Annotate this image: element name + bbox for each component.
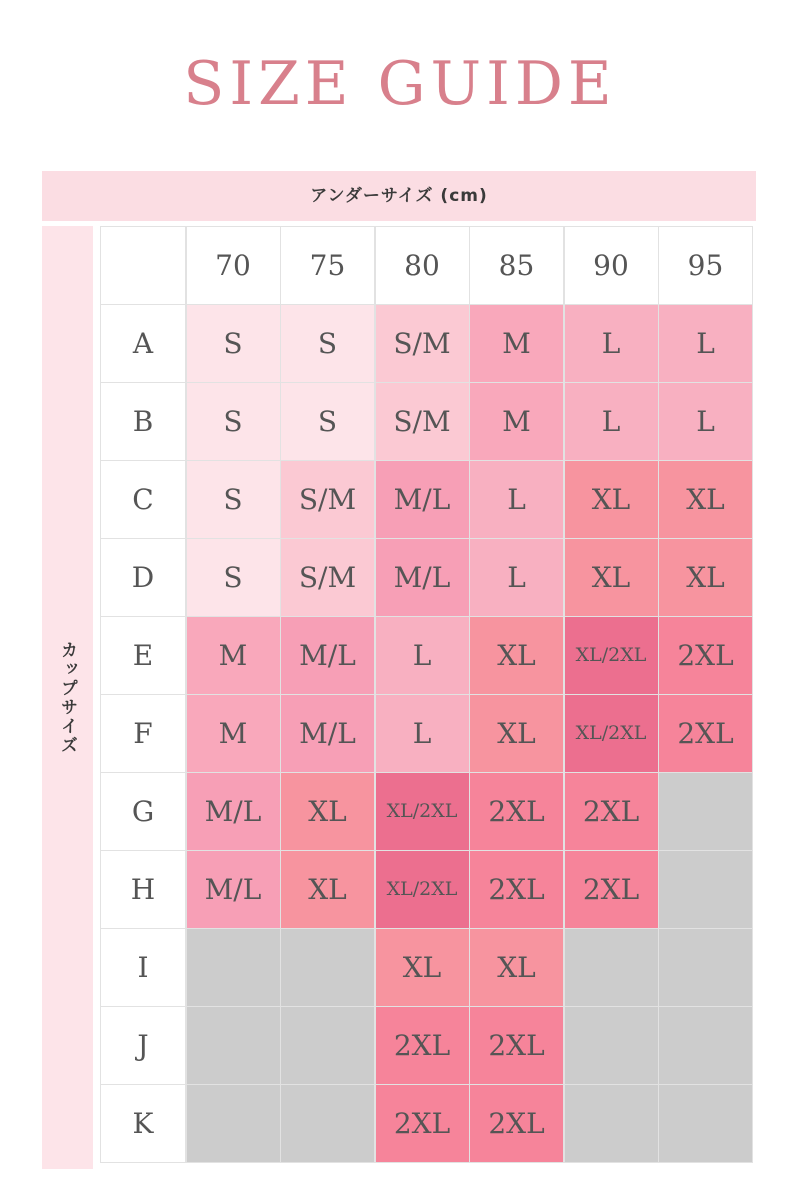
row-header-C: C	[101, 461, 185, 538]
under-size-header: アンダーサイズ (cm)	[42, 171, 756, 221]
size-cell: M/L	[281, 695, 374, 772]
column-header-90: 90	[565, 227, 658, 304]
empty-cell	[659, 773, 752, 850]
empty-cell	[187, 1085, 280, 1162]
size-cell: 2XL	[470, 851, 563, 928]
size-cell: 2XL	[659, 695, 752, 772]
size-cell: XL	[281, 773, 374, 850]
size-cell: L	[659, 383, 752, 460]
row-header-F: F	[101, 695, 185, 772]
size-cell: M/L	[281, 617, 374, 694]
empty-cell	[565, 1007, 658, 1084]
size-cell: XL	[376, 929, 469, 1006]
size-cell: XL/2XL	[376, 773, 469, 850]
size-cell: L	[470, 461, 563, 538]
empty-cell	[281, 929, 374, 1006]
corner-cell	[101, 227, 185, 304]
cup-size-label: カップサイズ	[57, 640, 77, 755]
size-cell: S	[281, 305, 374, 382]
empty-cell	[281, 1007, 374, 1084]
row-header-I: I	[101, 929, 185, 1006]
size-cell: S	[187, 539, 280, 616]
size-cell: L	[470, 539, 563, 616]
size-cell: 2XL	[470, 773, 563, 850]
size-cell: XL	[281, 851, 374, 928]
size-cell: XL	[659, 461, 752, 538]
size-cell: S	[187, 461, 280, 538]
size-cell: S	[281, 383, 374, 460]
column-header-80: 80	[376, 227, 469, 304]
size-cell: XL/2XL	[565, 617, 658, 694]
empty-cell	[659, 851, 752, 928]
empty-cell	[565, 1085, 658, 1162]
column-header-70: 70	[187, 227, 280, 304]
size-cell: S/M	[376, 383, 469, 460]
size-cell: XL	[470, 929, 563, 1006]
empty-cell	[659, 1085, 752, 1162]
row-header-J: J	[101, 1007, 185, 1084]
size-cell: 2XL	[376, 1007, 469, 1084]
size-cell: XL/2XL	[376, 851, 469, 928]
size-cell: M/L	[376, 461, 469, 538]
empty-cell	[281, 1085, 374, 1162]
size-cell: M	[187, 617, 280, 694]
column-header-95: 95	[659, 227, 752, 304]
row-header-H: H	[101, 851, 185, 928]
empty-cell	[659, 1007, 752, 1084]
size-cell: 2XL	[565, 773, 658, 850]
size-cell: S	[187, 383, 280, 460]
size-cell: S/M	[281, 539, 374, 616]
size-cell: L	[565, 305, 658, 382]
size-cell: XL	[470, 695, 563, 772]
size-table	[100, 226, 753, 1163]
column-header-85: 85	[470, 227, 563, 304]
size-cell: L	[376, 617, 469, 694]
size-cell: 2XL	[659, 617, 752, 694]
size-cell: XL	[565, 539, 658, 616]
page-title: SIZE GUIDE	[183, 49, 617, 119]
size-cell: XL/2XL	[565, 695, 658, 772]
size-cell: L	[565, 383, 658, 460]
size-cell: 2XL	[470, 1007, 563, 1084]
row-header-K: K	[101, 1085, 185, 1162]
size-cell: M/L	[376, 539, 469, 616]
column-header-75: 75	[281, 227, 374, 304]
row-header-D: D	[101, 539, 185, 616]
size-cell: S/M	[281, 461, 374, 538]
size-cell: S/M	[376, 305, 469, 382]
size-cell: S	[187, 305, 280, 382]
row-header-G: G	[101, 773, 185, 850]
size-cell: 2XL	[376, 1085, 469, 1162]
empty-cell	[565, 929, 658, 1006]
cup-size-header	[42, 226, 93, 1169]
row-header-A: A	[101, 305, 185, 382]
size-cell: M/L	[187, 773, 280, 850]
empty-cell	[187, 1007, 280, 1084]
size-cell: L	[376, 695, 469, 772]
size-cell: 2XL	[470, 1085, 563, 1162]
size-cell: M	[187, 695, 280, 772]
empty-cell	[659, 929, 752, 1006]
row-header-B: B	[101, 383, 185, 460]
size-cell: XL	[659, 539, 752, 616]
size-cell: M	[470, 305, 563, 382]
empty-cell	[187, 929, 280, 1006]
size-cell: M/L	[187, 851, 280, 928]
size-cell: 2XL	[565, 851, 658, 928]
row-header-E: E	[101, 617, 185, 694]
size-cell: M	[470, 383, 563, 460]
size-cell: XL	[565, 461, 658, 538]
size-cell: XL	[470, 617, 563, 694]
size-cell: L	[659, 305, 752, 382]
